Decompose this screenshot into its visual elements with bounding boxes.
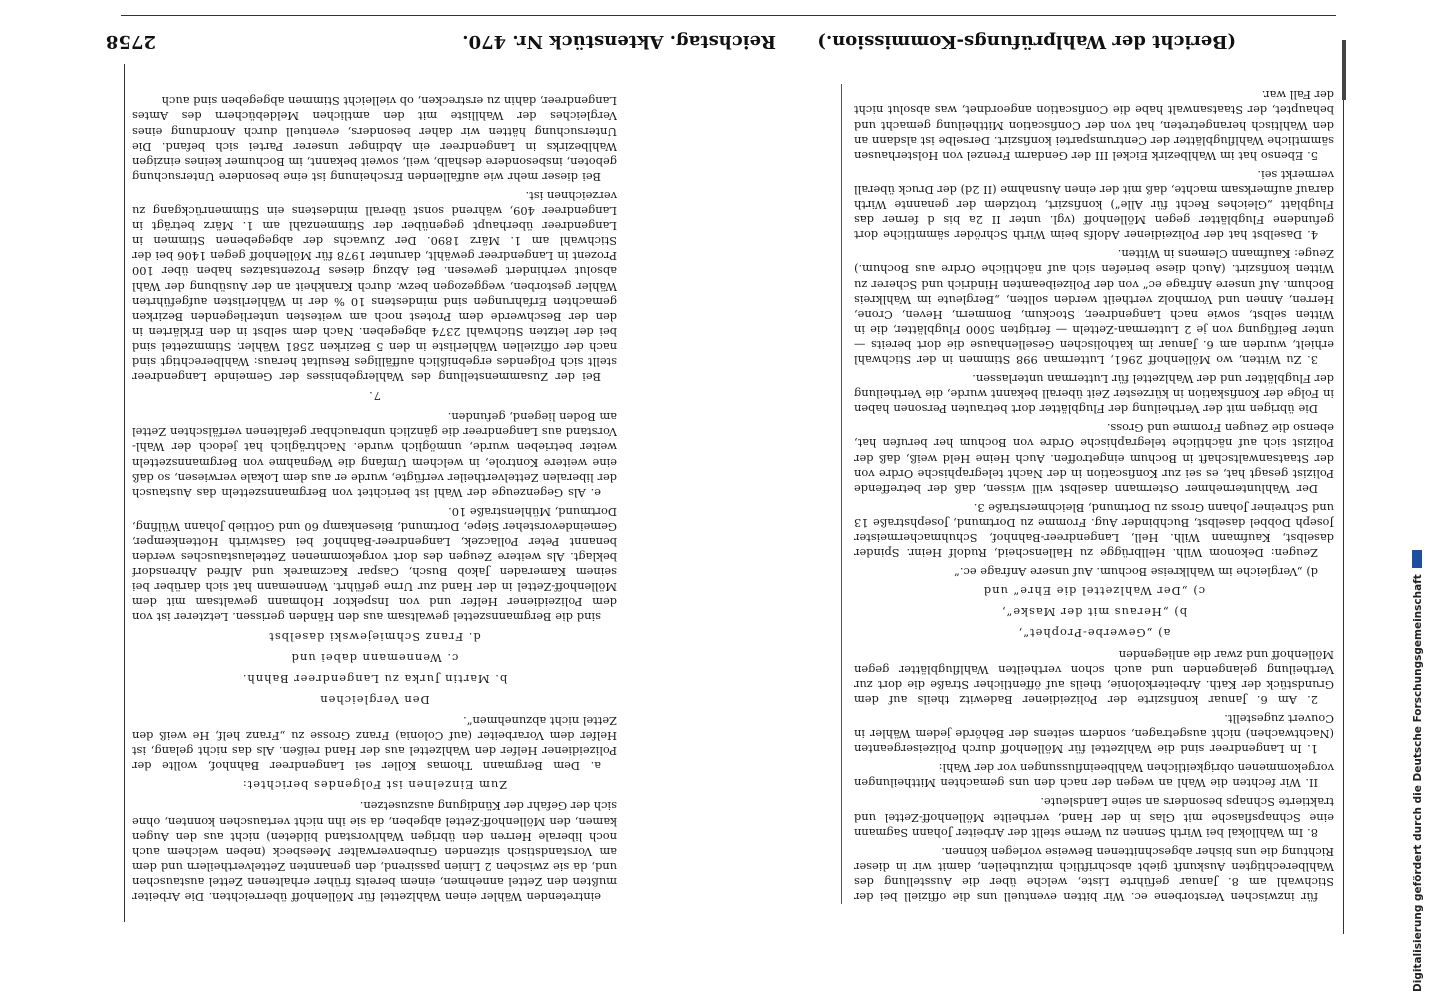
paragraph: Den Vergleichen bbox=[319, 692, 430, 707]
column-divider bbox=[841, 84, 842, 904]
dfg-logo-icon bbox=[1412, 550, 1422, 568]
paragraph: 8. Im Wahllokal bei Wirth Sennen zu Werne stellt der Arbeiter Johann Sagmann eine Schnapsflasche mit Glas in der Hand, vertheilte Möllenhoff-Zettel und traktierte Schnaps besonders an seine Landsleute. bbox=[854, 795, 1334, 840]
paragraph: eintretenden Wähler einen Wahlzettel für Möllenhoff überreichten. Die Arbeiter mußten den Zettel annehmen, einem bereits früher erhaltenen Zettel austauschen und, da sie zwischen 2 Linien passirend, den genannten Zettelvertheilern und dem am Vorstandstisch sitzenden Grubenverwalter Meesbeck (neben welchem auch noch liberale Herren den übrigen Wahlvorstand bildeten) nicht aus den Augen kamen, den Möllenhoff-Zettel abgeben, da sie ihn nicht vertauschen konnten, ohne sich der Gefahr der Kündigung auszusetzen. bbox=[132, 799, 617, 904]
paragraph: a) „Gewerbe-Prophet“, bbox=[1017, 626, 1171, 641]
paragraph: e. Als Gegenzeuge der Wahl ist berichtet von Bergmannszetteln das Austausch der liberalen Zettelvertheiler verfügte, wurde er aus dem Lokale verwiesen, so daß eine weitere Kontrole, in welchem Umfang die Wegnahme von Bergmannszetteln weiter betrieben wurde, unmöglich wurde. Nachträglich hat jedoch der Wahl-Vorstand aus Langendreer die gänzlich unbrauchbar gefaltenen verfälschten Zettel am Boden liegend, gefunden. bbox=[132, 410, 617, 500]
paragraph: 3. Zu Witten, wo Möllenhoff 2961, Lutterman 998 Stimmen in der Stichwahl erhielt, wurden am 6. Januar im katholischen Gesellenhause die dort bereits — unter Beifügung von je 2 Lutterman-Zetteln — fertigten 5000 Flugblätter, die in Witten selbst, sowie nach Langendreer, Stockum, Bommern, Heven, Crone, Herren, Annen und Vormholz vertheilt werden sollten, „Bergleute im Wahlkreis Bochum. Auf unsere Anfrage ec“ von der Polizeibeamten Hindrich und Scherer zu Witten konfiszirt. (Auch diese beriefen sich auf nächtliche Ordre aus Bochum.) Zeuge: Kaufmann Clemens in Witten. bbox=[854, 247, 1334, 367]
text-column-left bbox=[132, 74, 617, 904]
paragraph: Zeugen: Dekonom Wilh. Hellbrügge zu Hallenscheid, Rudolf Heinr. Spinder daselbst, Kaufmann Wilh. Hell, Langendreer-Bahnhof, Schuhmachermeister Joseph Dobbel daselbst, Buchbinder Aug. Fromme zu Dortmund, Josephstraße 13 und Schreiner Johann Gross zu Dortmund, Bleichmerstraße 3. bbox=[854, 500, 1334, 561]
digitization-credit-text: Digitalisierung gefördert durch die Deutsche Forschungsgemeinschaft bbox=[1412, 574, 1424, 992]
paragraph: 1. In Langendreer sind die Wahlzettel für Möllenhoff durch Polizeisergeanten (Nachtwachen) nicht ausgetragen, sondern seitens der Behörde jedem Wähler in Couvert zugestellt. bbox=[854, 711, 1334, 757]
frame-rule-left bbox=[124, 64, 125, 922]
paragraph: d. Franz Schmiejewski daselbst bbox=[268, 629, 481, 644]
paragraph: Bei dieser mehr wie auffallenden Erscheinung ist eine besondere Untersuchung geboten, insbesondere deshalb, weil, soweit bekannt, im Bochumer keines einzigen Wahlbezirks in Langendreer ein Abdinger unserer Partei sich befand. Die Untersuchung hätten wir daher besonders, eventuell durch Anordnung eines Vergleiches der Wahlliste mit den amtlichen Meldebüchern des Amtes Langendreer, dahin zu erstrecken, ob vielleicht Stimmen abgegeben sind auch bbox=[132, 94, 617, 184]
paragraph: Zum Einzelnen ist Folgendes berichtet: bbox=[241, 778, 508, 793]
running-head bbox=[105, 15, 1336, 64]
paragraph: Der Wahlunternehmer Ostermann daselbst will wissen, daß der betreffende Polizist gesagt hat, es sei zur Konfiscation in der Nacht telegraphische Ordre von der Staatsanwaltschaft in Bochum eingetroffen. Auch Heine Held weiß, daß der Polizist sich auf nächtliche telegraphische Ordre von Bochum her berufen hat, ebenso die Zeugen Fromme und Gross. bbox=[854, 421, 1334, 496]
paragraph: 2. Am 6. Januar konfiszirte der Polizeidiener Badewitz theils auf dem Grundstück der Kath. Arbeiterkolonie, theils auf öffentlicher Straße die dort zur Vertheilung gelangenden und auch schon vertheilten Wahlflugblätter gegen Möllenhoff und zwar die anliegenden bbox=[854, 647, 1334, 707]
paragraph: 4. Daselbst hat der Polizeidiener Adolfs beim Wirth Schröder sämmtliche dort gefundene Flugblätter gegen Möllenhoff (vgl. unter II 2a bis d ferner das Flugblatt „Gleiches Recht für Alle“) konfiszirt, trotzdem der genannte Wirth darauf aufmerksam machte, daß mit der einen Ausnahme (II 2d) der Druck überall vermerkt sei. bbox=[854, 167, 1334, 243]
page-subtitle: (Bericht der Wahlprüfungs-Kommission.) bbox=[817, 31, 1236, 52]
page-number: 2758 bbox=[105, 31, 156, 52]
paragraph: 5. Ebenso hat im Wahlbezirk Eickel III der Gendarm Frenzel von Holsterhausen sämmtliche Wahlflugblätter der Centrumspartei konfiszirt. Derselbe ist alsdann an den Wahltisch herangetreten, hat von der Confiscation Mittheilung gemacht und behauptet, der Staatsanwalt habe die Confiscation angeordnet, was absolut nicht der Fall war. bbox=[854, 88, 1334, 163]
text-column-right bbox=[854, 74, 1334, 904]
frame-rule-mark bbox=[1342, 40, 1346, 100]
paragraph: d) „Vergleiche im Wahlkreise Bochum. Auf unsere Anfrage ec.“ bbox=[954, 565, 1318, 580]
paragraph: II. Wir fechten die Wahl an wegen der nach den uns gemachten Mittheilungen vorgekommenen obrigkeitlichen Wahlbeeinflussungen vor der Wahl: bbox=[854, 761, 1334, 791]
digitization-credit bbox=[1406, 12, 1424, 992]
page-title: Reichstag. Aktenstück Nr. 470. bbox=[462, 31, 776, 52]
paragraph: a. Dem Bergmann Thomas Koller sei Langendreer Bahnhof, wollte der Polizeidiener Helfer den Wahlzettel aus der Hand reißen. Als das nicht gelang, ist Helfer dem Vorarbeiter (auf Colonia) Franz Grosse zu „Franz helf, He weiß den Zettel nicht abzunehmen“. bbox=[132, 713, 617, 774]
paragraph: c) „Der Wahlzettel die Ehre“ und bbox=[982, 584, 1206, 599]
paragraph: 7. bbox=[368, 389, 381, 404]
paragraph: Bei der Zusammenstellung des Wahlergebnisses der Gemeinde Langendreer stellt sich Folgendes ergebnißlich auffälliges Resultat heraus: Wahlberechtigt sind nach der offiziellen Wählerliste in den 5 Bezirken 2581 Wähler. Stimmzettel sind bei der letzten Stichwahl 2374 abgegeben. Nach dem selbst in den Erklärten in den der Beschwerde dem Protest noch am weitesten unterliegenden Bezirken gemachten Erfahrungen sind mindestens 10 % der in Wählerlisten aufgeführten Wähler gestorben, weggezogen bezw. durch Krankheit an der Ausübung der Wahl absolut verhindert gewesen. Bei Abzug dieses Prozentsatzes haben über 100 Prozent in Langendreer gewählt, darunter 1978 für Möllenhoff gegen 1406 bei der Stichwahl am 1. März 1890. Der Zuwachs der abgegebenen Stimmen in Langendreer überhaupt gegenüber der Stimmenzahl am 1. März beträgt in Langendreer 409, während sonst überall mindestens ein Stimmenrückgang zu verzeichnen ist. bbox=[132, 188, 617, 385]
paragraph: Die übrigen mit der Vertheilung der Flugblätter dort betrauten Personen haben in Folge der Konfiskation in kürzester Zeit überall bekannt wurde, die Vertheilung der Flugblätter und der Wahlzettel für Lutterman unterlassen. bbox=[854, 372, 1334, 417]
paragraph: b. Martin Jurka zu Langendreer Bahnh. bbox=[241, 671, 508, 686]
paragraph: für inzwischen Verstorbene ec. Wir bitten eventuell uns die offiziell bei der Stichwahl am 8. Januar geführte Liste, welche über die Ausstellung des Wahlberechtigten Auskunft giebt abschriftlich mitzutheilen, damit wir in dieser Richtung die uns bisher abgeschnittenen Beweise vorlegen können. bbox=[854, 844, 1334, 904]
frame-rule-right bbox=[1343, 66, 1344, 934]
paragraph: b) „Heraus mit der Maske“, bbox=[1000, 605, 1188, 620]
paragraph: sind die Bergmannszettel gewaltsam aus den Händen gerissen. Letzterer ist von dem Polizeidiener Helfer und von Inspektor Hohmann gewaltsam mit dem Möllenhoff-Zettel in der Hand zur Urne geführt. Wennemann hat sich darüber bei seinem Kameraden Jakob Busch, Caspar Kaczmarek und Alfred Ahrensdorf beklagt. Als weitere Zeugen des dort vorgekommenen Zettelaustausches werden benannt Peter Pollaczek, Langendreer-Bahnhof bei Gastwirth Hottenkemper, Gemeindevorsteher Siepe, Dortmund, Biesenkamp 60 und Gottlieb Johann Wülfing, Dortmund, Mühlenstraße 10. bbox=[132, 504, 617, 625]
paragraph: c. Wennemann dabei und bbox=[290, 650, 459, 665]
